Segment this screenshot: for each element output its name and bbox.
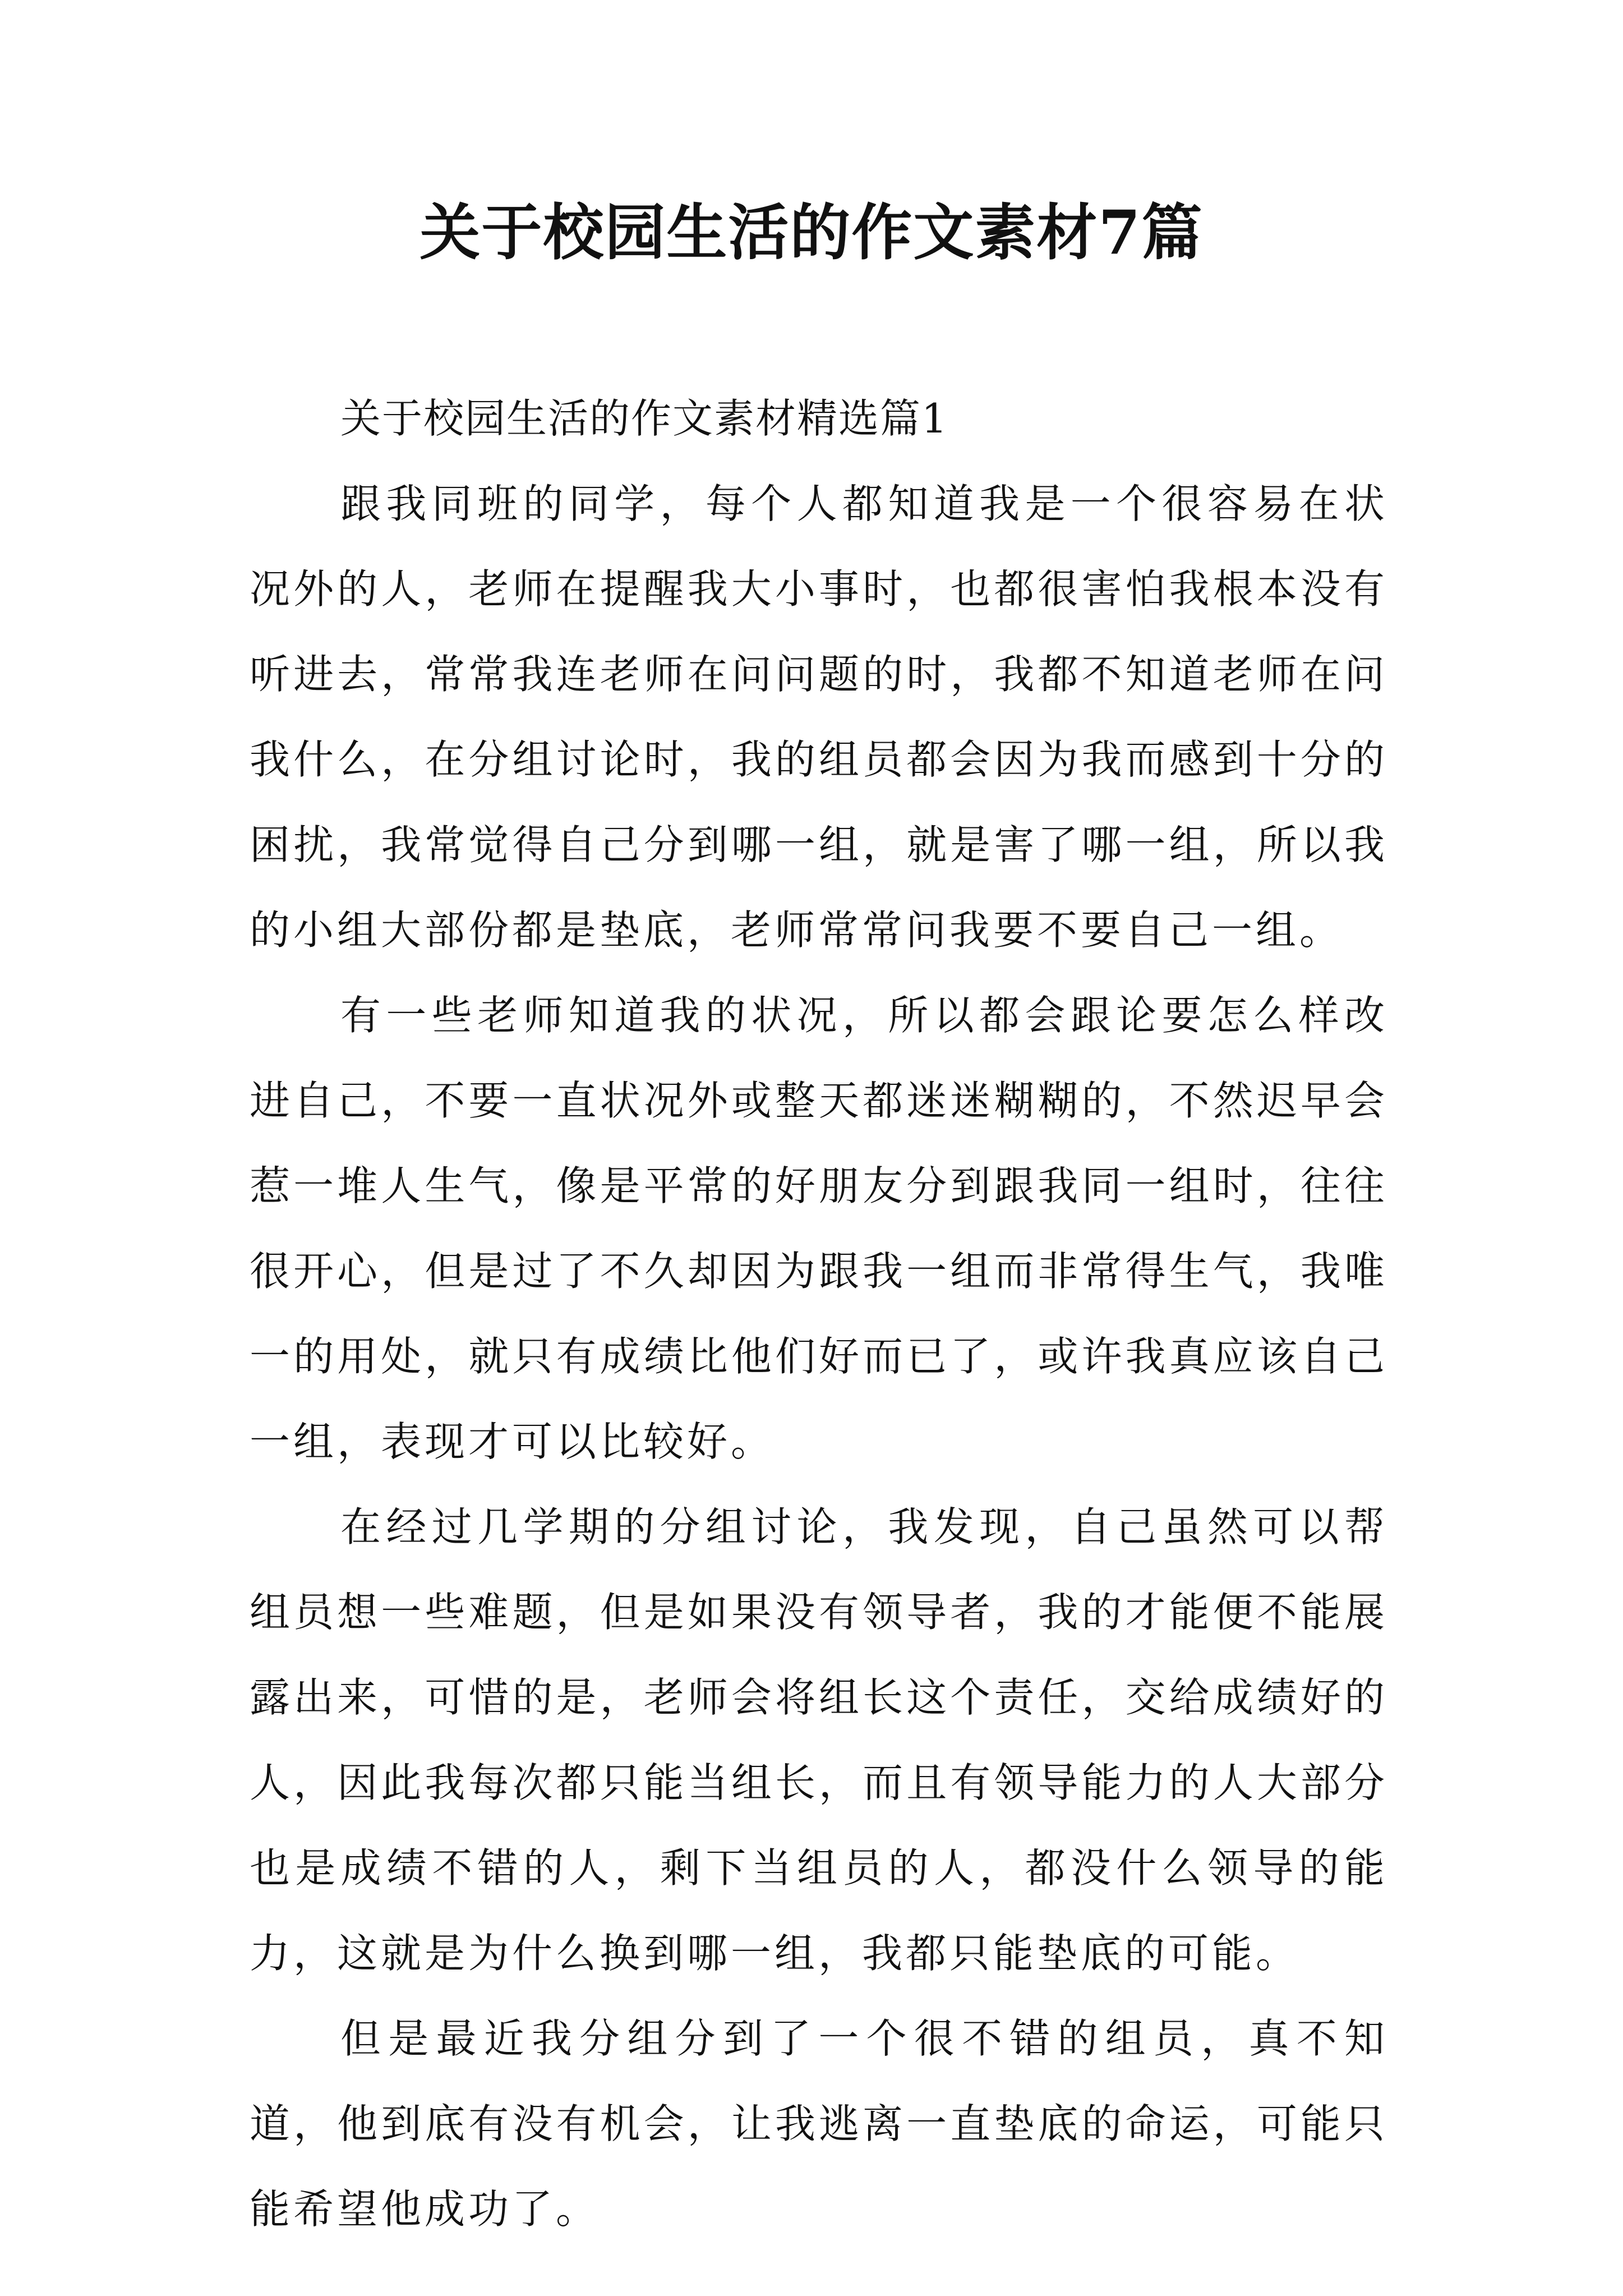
document-title: 关于校园生活的作文素材7篇: [419, 197, 1204, 268]
document-body: [250, 376, 1388, 2252]
paragraph-4: 但是最近我分组分到了一个很不错的组员，真不知道，他到底有没有机会，让我逃离一直垫底的命运，可能只能希望他成功了。: [250, 2015, 1388, 2233]
paragraph-1: 跟我同班的同学，每个人都知道我是一个很容易在状况外的人，老师在提醒我大小事时，也都很害怕我根本没有听进去，常常我连老师在问问题的时，我都不知道老师在问我什么，在分组讨论时，我的组员都会因为我而感到十分的困扰，我常觉得自己分到哪一组，就是害了哪一组，所以我的小组大部份都是垫底，老师常常问我要不要自己一组。: [250, 480, 1388, 954]
paragraph-3: 在经过几学期的分组讨论，我发现，自己虽然可以帮组员想一些难题，但是如果没有领导者，我的才能便不能展露出来，可惜的是，老师会将组长这个责任，交给成绩好的人，因此我每次都只能当组长，而且有领导能力的人大部分也是成绩不错的人，剩下当组员的人，都没什么领导的能力，这就是为什么换到哪一组，我都只能垫底的可能。: [250, 1503, 1388, 1977]
paragraph-2: 有一些老师知道我的状况，所以都会跟论要怎么样改进自己，不要一直状况外或整天都迷迷糊糊的，不然迟早会惹一堆人生气，像是平常的好朋友分到跟我同一组时，往往很开心，但是过了不久却因为跟我一组而非常得生气，我唯一的用处，就只有成绩比他们好而已了，或许我真应该自己一组，表现才可以比较好。: [250, 992, 1388, 1465]
section-heading: 关于校园生活的作文素材精选篇1: [340, 395, 948, 442]
